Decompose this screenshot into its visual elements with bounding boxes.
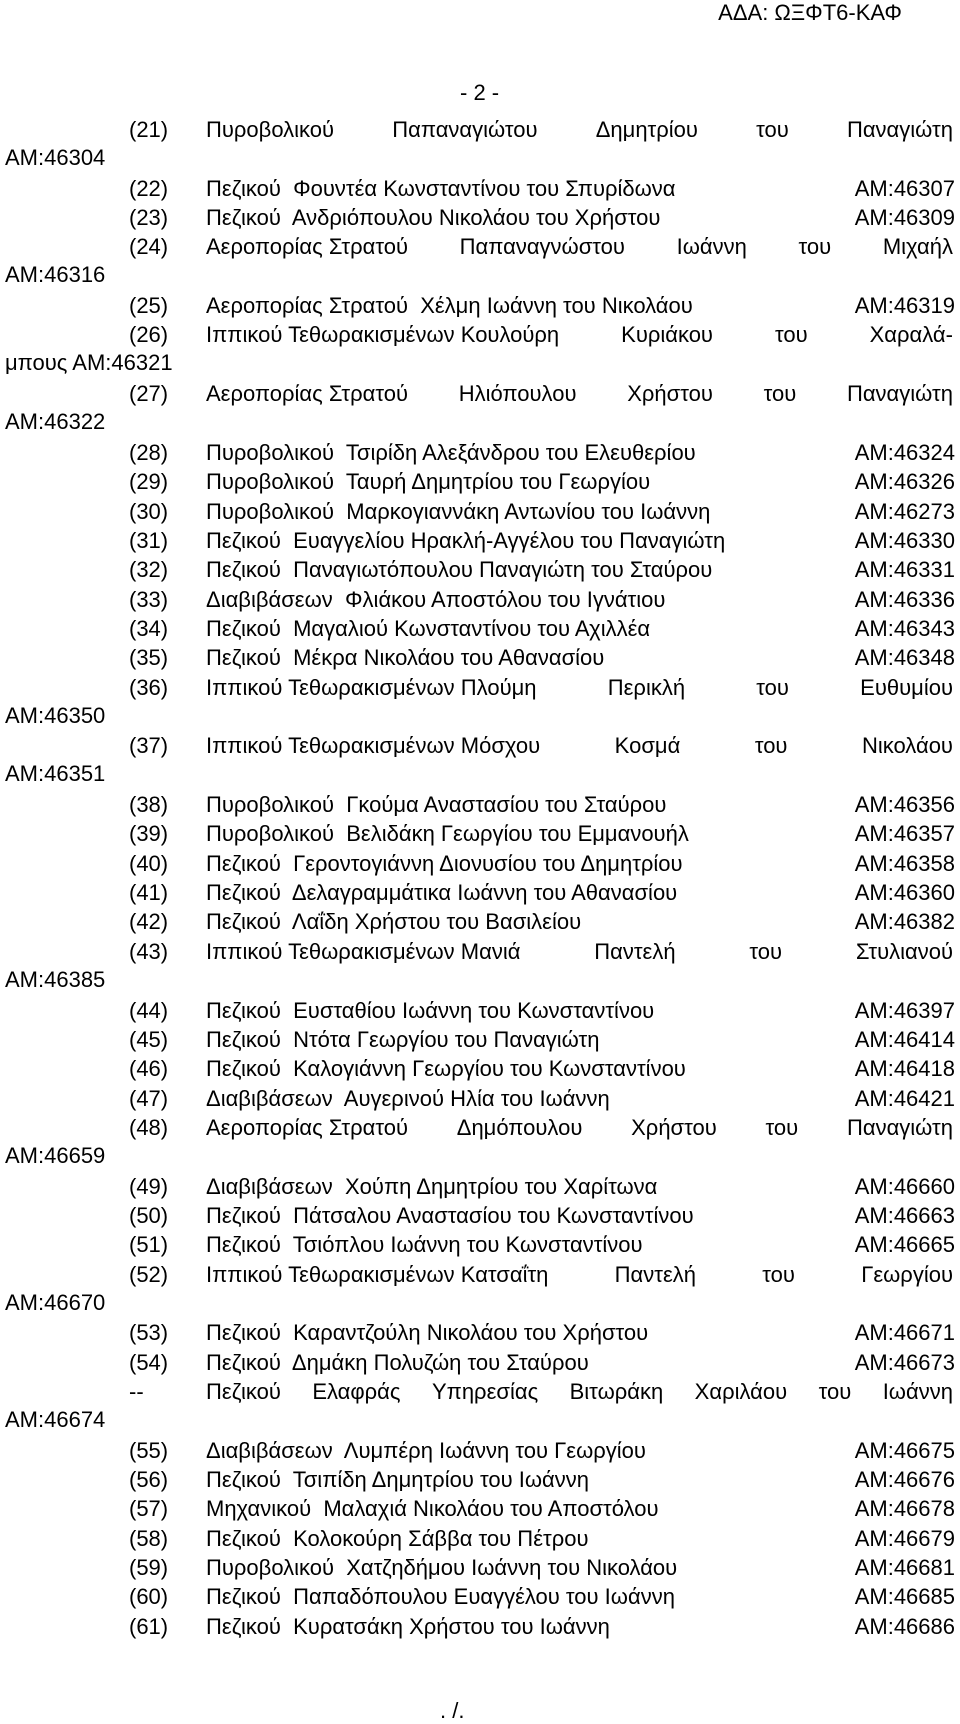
item-number: (23) bbox=[129, 205, 169, 230]
item-word: Ιππικού Τεθωρακισμένων Μόσχου bbox=[206, 733, 541, 758]
list-item bbox=[0, 1350, 960, 1380]
item-number: (24) bbox=[129, 234, 169, 259]
item-am: ΑΜ:46273 bbox=[854, 499, 955, 524]
item-text: Πεζικού Παπαδόπουλου Ευαγγέλου του Ιωάννη bbox=[206, 1584, 675, 1609]
item-text bbox=[206, 939, 953, 965]
item-text: Πυροβολικού Χατζηδήμου Ιωάννη του Νικολάου bbox=[206, 1555, 678, 1580]
item-word: Δημόπουλου bbox=[456, 1115, 583, 1140]
item-word: Παναγιώτη bbox=[846, 381, 953, 406]
item-am: ΑΜ:46671 bbox=[854, 1320, 955, 1345]
list-item bbox=[0, 1467, 960, 1497]
item-number: (47) bbox=[129, 1086, 169, 1111]
item-number: (53) bbox=[129, 1320, 169, 1345]
item-text: Διαβιβάσεων Χούπη Δημητρίου του Χαρίτωνα bbox=[206, 1174, 658, 1199]
item-number: (45) bbox=[129, 1027, 169, 1052]
item-word: Ηλιόπουλου bbox=[458, 381, 577, 406]
item-word: του bbox=[763, 381, 797, 406]
item-am: ΑΜ:46676 bbox=[854, 1467, 955, 1492]
item-word: Παναγιώτη bbox=[846, 1115, 953, 1140]
item-am: ΑΜ:46309 bbox=[854, 205, 955, 230]
item-word: Περικλή bbox=[607, 675, 686, 700]
item-word: Παναγιώτη bbox=[846, 117, 953, 142]
item-am: ΑΜ:46686 bbox=[854, 1614, 955, 1639]
item-number: (39) bbox=[129, 821, 169, 846]
list-item bbox=[0, 205, 960, 235]
item-word: του bbox=[798, 234, 832, 259]
list-item bbox=[0, 998, 960, 1028]
item-word: Παπαναγνώστου bbox=[459, 234, 625, 259]
list-item bbox=[0, 733, 960, 786]
list-item bbox=[0, 176, 960, 206]
item-text: Πυροβολικού Τσιρίδη Αλεξάνδρου του Ελευθερίου bbox=[206, 440, 696, 465]
list-item bbox=[0, 675, 960, 728]
item-number: (30) bbox=[129, 499, 169, 524]
item-text: Πεζικού Ντότα Γεωργίου του Παναγιώτη bbox=[206, 1027, 600, 1052]
item-number: (61) bbox=[129, 1614, 169, 1639]
item-number: (28) bbox=[129, 440, 169, 465]
item-number: (50) bbox=[129, 1203, 169, 1228]
item-am: ΑΜ:46324 bbox=[854, 440, 955, 465]
item-word: του bbox=[765, 1115, 799, 1140]
item-am-wrapped: ΑΜ:46350 bbox=[5, 703, 106, 728]
item-number: (54) bbox=[129, 1350, 169, 1375]
item-number: (59) bbox=[129, 1555, 169, 1580]
item-number: -- bbox=[129, 1379, 144, 1404]
item-number: (36) bbox=[129, 675, 169, 700]
item-number: (33) bbox=[129, 587, 169, 612]
item-number: (38) bbox=[129, 792, 169, 817]
item-am: ΑΜ:46336 bbox=[854, 587, 955, 612]
item-am: ΑΜ:46358 bbox=[854, 851, 955, 876]
page-number: - 2 - bbox=[460, 80, 500, 105]
ada-header: ΑΔΑ: ΩΞΦΤ6-ΚΑΦ bbox=[718, 0, 902, 25]
item-word: Υπηρεσίας bbox=[431, 1379, 539, 1404]
item-text: Πυροβολικού Γκούμα Αναστασίου του Σταύρου bbox=[206, 792, 667, 817]
item-am-wrapped: ΑΜ:46385 bbox=[5, 967, 106, 992]
item-number: (29) bbox=[129, 469, 169, 494]
item-text bbox=[206, 675, 953, 701]
list-item bbox=[0, 1496, 960, 1526]
list-item bbox=[0, 1262, 960, 1315]
item-am: ΑΜ:46356 bbox=[854, 792, 955, 817]
item-word: Ιππικού Τεθωρακισμένων Πλούμη bbox=[206, 675, 537, 700]
item-number: (37) bbox=[129, 733, 169, 758]
item-word: Πυροβολικού bbox=[206, 117, 335, 142]
item-text: Πεζικού Γεροντογιάννη Διονυσίου του Δημητρίου bbox=[206, 851, 683, 876]
item-am: ΑΜ:46675 bbox=[854, 1438, 955, 1463]
item-text bbox=[206, 117, 953, 143]
list-item bbox=[0, 792, 960, 822]
list-item bbox=[0, 616, 960, 646]
item-am: ΑΜ:46673 bbox=[854, 1350, 955, 1375]
item-number: (58) bbox=[129, 1526, 169, 1551]
item-am: ΑΜ:46331 bbox=[854, 557, 955, 582]
item-word: του bbox=[754, 733, 788, 758]
continuation-mark: . /. bbox=[440, 1698, 465, 1723]
list-item bbox=[0, 440, 960, 470]
item-am: ΑΜ:46660 bbox=[854, 1174, 955, 1199]
item-number: (40) bbox=[129, 851, 169, 876]
item-text: Μηχανικού Μαλαχιά Νικολάου του Αποστόλου bbox=[206, 1496, 659, 1521]
item-text: Πεζικού Καραντζούλη Νικολάου του Χρήστου bbox=[206, 1320, 649, 1345]
item-word: Νικολάου bbox=[861, 733, 953, 758]
list-item bbox=[0, 557, 960, 587]
item-am: ΑΜ:46418 bbox=[854, 1056, 955, 1081]
item-am: ΑΜ:46326 bbox=[854, 469, 955, 494]
item-am: ΑΜ:46357 bbox=[854, 821, 955, 846]
item-text: Πεζικού Δελαγραμμάτικα Ιωάννη του Αθανασίου bbox=[206, 880, 678, 905]
list-item bbox=[0, 1379, 960, 1432]
item-am: ΑΜ:46421 bbox=[854, 1086, 955, 1111]
list-item bbox=[0, 381, 960, 434]
list-item bbox=[0, 1584, 960, 1614]
item-am: ΑΜ:46663 bbox=[854, 1203, 955, 1228]
list-item bbox=[0, 1232, 960, 1262]
item-word: Ιππικού Τεθωρακισμένων Μανιά bbox=[206, 939, 521, 964]
item-word: Ιωάννη bbox=[676, 234, 747, 259]
item-am-wrapped: ΑΜ:46670 bbox=[5, 1290, 106, 1315]
item-word: Δημητρίου bbox=[595, 117, 698, 142]
item-word: Κυριάκου bbox=[621, 322, 713, 347]
list-item bbox=[0, 1438, 960, 1468]
item-am-wrapped: ΑΜ:46316 bbox=[5, 262, 106, 287]
item-text: Πεζικού Φουντέα Κωνσταντίνου του Σπυρίδωνα bbox=[206, 176, 676, 201]
item-word: Χρήστου bbox=[627, 381, 713, 406]
item-number: (27) bbox=[129, 381, 169, 406]
list-item bbox=[0, 1555, 960, 1585]
item-am: ΑΜ:46348 bbox=[854, 645, 955, 670]
item-am: ΑΜ:46685 bbox=[854, 1584, 955, 1609]
item-am: ΑΜ:46319 bbox=[854, 293, 955, 318]
item-number: (34) bbox=[129, 616, 169, 641]
item-number: (55) bbox=[129, 1438, 169, 1463]
item-text bbox=[206, 381, 953, 407]
list-item bbox=[0, 234, 960, 287]
item-text: Πυροβολικού Μαρκογιαννάκη Αντωνίου του Ιωάννη bbox=[206, 499, 711, 524]
list-item bbox=[0, 528, 960, 558]
item-word: Βιτωράκη bbox=[569, 1379, 664, 1404]
item-am: ΑΜ:46679 bbox=[854, 1526, 955, 1551]
item-word: Στυλιανού bbox=[855, 939, 953, 964]
item-word: του bbox=[756, 117, 789, 142]
list-item bbox=[0, 1115, 960, 1168]
item-am: ΑΜ:46307 bbox=[854, 176, 955, 201]
item-text: Πεζικού Καλογιάννη Γεωργίου του Κωνσταντίνου bbox=[206, 1056, 686, 1081]
item-number: (26) bbox=[129, 322, 169, 347]
item-number: (22) bbox=[129, 176, 169, 201]
list-item bbox=[0, 117, 960, 170]
item-am: ΑΜ:46360 bbox=[854, 880, 955, 905]
item-word: Παπαναγιώτου bbox=[392, 117, 538, 142]
item-number: (46) bbox=[129, 1056, 169, 1081]
item-text bbox=[206, 1262, 953, 1288]
item-text: Πεζικού Λαΐδη Χρήστου του Βασιλείου bbox=[206, 909, 582, 934]
item-am: ΑΜ:46330 bbox=[854, 528, 955, 553]
item-word: Ευθυμίου bbox=[860, 675, 953, 700]
item-text bbox=[206, 234, 953, 260]
item-text: Διαβιβάσεων Λυμπέρη Ιωάννη του Γεωργίου bbox=[206, 1438, 646, 1463]
item-text: Αεροπορίας Στρατού Χέλμη Ιωάννη του Νικολάου bbox=[206, 293, 693, 318]
item-am-wrapped: ΑΜ:46322 bbox=[5, 409, 106, 434]
item-number: (32) bbox=[129, 557, 169, 582]
item-word: του bbox=[774, 322, 808, 347]
item-word: Χαριλάου bbox=[694, 1379, 788, 1404]
list-item bbox=[0, 499, 960, 529]
list-item bbox=[0, 851, 960, 881]
item-am-wrapped: ΑΜ:46304 bbox=[5, 145, 106, 170]
item-text: Διαβιβάσεων Φλιάκου Αποστόλου του Ιγνάτιου bbox=[206, 587, 666, 612]
item-word: Παντελή bbox=[594, 939, 676, 964]
list-item bbox=[0, 469, 960, 499]
item-text: Πυροβολικού Ταυρή Δημητρίου του Γεωργίου bbox=[206, 469, 651, 494]
item-word: Ιωάννη bbox=[882, 1379, 953, 1404]
item-number: (43) bbox=[129, 939, 169, 964]
item-am-wrapped: ΑΜ:46351 bbox=[5, 761, 106, 786]
item-text: Πεζικού Κυρατσάκη Χρήστου του Ιωάννη bbox=[206, 1614, 610, 1639]
item-text: Πεζικού Μέκρα Νικολάου του Αθανασίου bbox=[206, 645, 605, 670]
list-item bbox=[0, 1056, 960, 1086]
item-number: (35) bbox=[129, 645, 169, 670]
item-word: του bbox=[749, 939, 783, 964]
item-number: (57) bbox=[129, 1496, 169, 1521]
item-am-wrapped: ΑΜ:46674 bbox=[5, 1407, 106, 1432]
list-item bbox=[0, 1027, 960, 1057]
list-item bbox=[0, 322, 960, 375]
item-text: Πεζικού Τσιπίδη Δημητρίου του Ιωάννη bbox=[206, 1467, 589, 1492]
item-am: ΑΜ:46665 bbox=[854, 1232, 955, 1257]
list-item bbox=[0, 880, 960, 910]
item-number: (51) bbox=[129, 1232, 169, 1257]
list-item bbox=[0, 1203, 960, 1233]
item-word: του bbox=[756, 675, 789, 700]
list-item bbox=[0, 1526, 960, 1556]
item-word: Μιχαήλ bbox=[882, 234, 953, 259]
item-word: Χρήστου bbox=[631, 1115, 717, 1140]
item-text: Πεζικού Παναγιωτόπουλου Παναγιώτη του Σταύρου bbox=[206, 557, 713, 582]
list-item bbox=[0, 645, 960, 675]
item-number: (41) bbox=[129, 880, 169, 905]
item-word: Γεωργίου bbox=[861, 1262, 953, 1287]
item-word: Ιππικού Τεθωρακισμένων Κουλούρη bbox=[206, 322, 560, 347]
item-number: (44) bbox=[129, 998, 169, 1023]
item-word: Πεζικού bbox=[206, 1379, 281, 1404]
item-number: (60) bbox=[129, 1584, 169, 1609]
item-number: (49) bbox=[129, 1174, 169, 1199]
item-am: ΑΜ:46343 bbox=[854, 616, 955, 641]
item-text bbox=[206, 733, 953, 759]
item-number: (31) bbox=[129, 528, 169, 553]
item-am: ΑΜ:46681 bbox=[854, 1555, 955, 1580]
item-word: του bbox=[762, 1262, 795, 1287]
item-am-wrapped: ΑΜ:46659 bbox=[5, 1143, 106, 1168]
item-number: (25) bbox=[129, 293, 169, 318]
list-item bbox=[0, 1614, 960, 1644]
list-item bbox=[0, 821, 960, 851]
item-text bbox=[206, 322, 953, 348]
list-item bbox=[0, 1174, 960, 1204]
item-number: (56) bbox=[129, 1467, 169, 1492]
item-text: Πεζικού Ανδριόπουλου Νικολάου του Χρήστου bbox=[206, 205, 661, 230]
item-text bbox=[206, 1379, 953, 1405]
item-word: Ιππικού Τεθωρακισμένων Κατσαΐτη bbox=[206, 1262, 549, 1287]
item-am-wrapped: μπους ΑΜ:46321 bbox=[5, 350, 173, 375]
item-word: Κοσμά bbox=[614, 733, 681, 758]
list-item bbox=[0, 1320, 960, 1350]
item-text bbox=[206, 1115, 953, 1141]
item-text: Πεζικού Κολοκούρη Σάββα του Πέτρου bbox=[206, 1526, 589, 1551]
item-number: (48) bbox=[129, 1115, 169, 1140]
item-am: ΑΜ:46397 bbox=[854, 998, 955, 1023]
item-number: (42) bbox=[129, 909, 169, 934]
list-item bbox=[0, 939, 960, 992]
item-text: Πεζικού Ευσταθίου Ιωάννη του Κωνσταντίνου bbox=[206, 998, 655, 1023]
item-text: Πεζικού Μαγαλιού Κωνσταντίνου του Αχιλλέα bbox=[206, 616, 651, 641]
item-word: Ελαφράς bbox=[312, 1379, 401, 1404]
list-item bbox=[0, 909, 960, 939]
item-text: Πεζικού Ευαγγελίου Ηρακλή-Αγγέλου του Παναγιώτη bbox=[206, 528, 726, 553]
item-am: ΑΜ:46414 bbox=[854, 1027, 955, 1052]
list-item bbox=[0, 587, 960, 617]
item-text: Πυροβολικού Βελιδάκη Γεωργίου του Εμμανουήλ bbox=[206, 821, 689, 846]
item-word: Αεροπορίας Στρατού bbox=[206, 234, 408, 259]
item-word: του bbox=[818, 1379, 852, 1404]
item-number: (21) bbox=[129, 117, 169, 142]
item-text: Πεζικού Πάτσαλου Αναστασίου του Κωνσταντίνου bbox=[206, 1203, 694, 1228]
item-word: Αεροπορίας Στρατού bbox=[206, 1115, 408, 1140]
item-text: Πεζικού Τσιόπλου Ιωάννη του Κωνσταντίνου bbox=[206, 1232, 643, 1257]
item-am: ΑΜ:46382 bbox=[854, 909, 955, 934]
item-word: Αεροπορίας Στρατού bbox=[206, 381, 408, 406]
item-am: ΑΜ:46678 bbox=[854, 1496, 955, 1521]
item-number: (52) bbox=[129, 1262, 169, 1287]
item-text: Διαβιβάσεων Αυγερινού Ηλία του Ιωάννη bbox=[206, 1086, 610, 1111]
item-text: Πεζικού Δημάκη Πολυζώη του Σταύρου bbox=[206, 1350, 589, 1375]
list-item bbox=[0, 1086, 960, 1116]
item-word: Παντελή bbox=[614, 1262, 697, 1287]
item-word: Χαραλά- bbox=[869, 322, 953, 347]
list-item bbox=[0, 293, 960, 323]
